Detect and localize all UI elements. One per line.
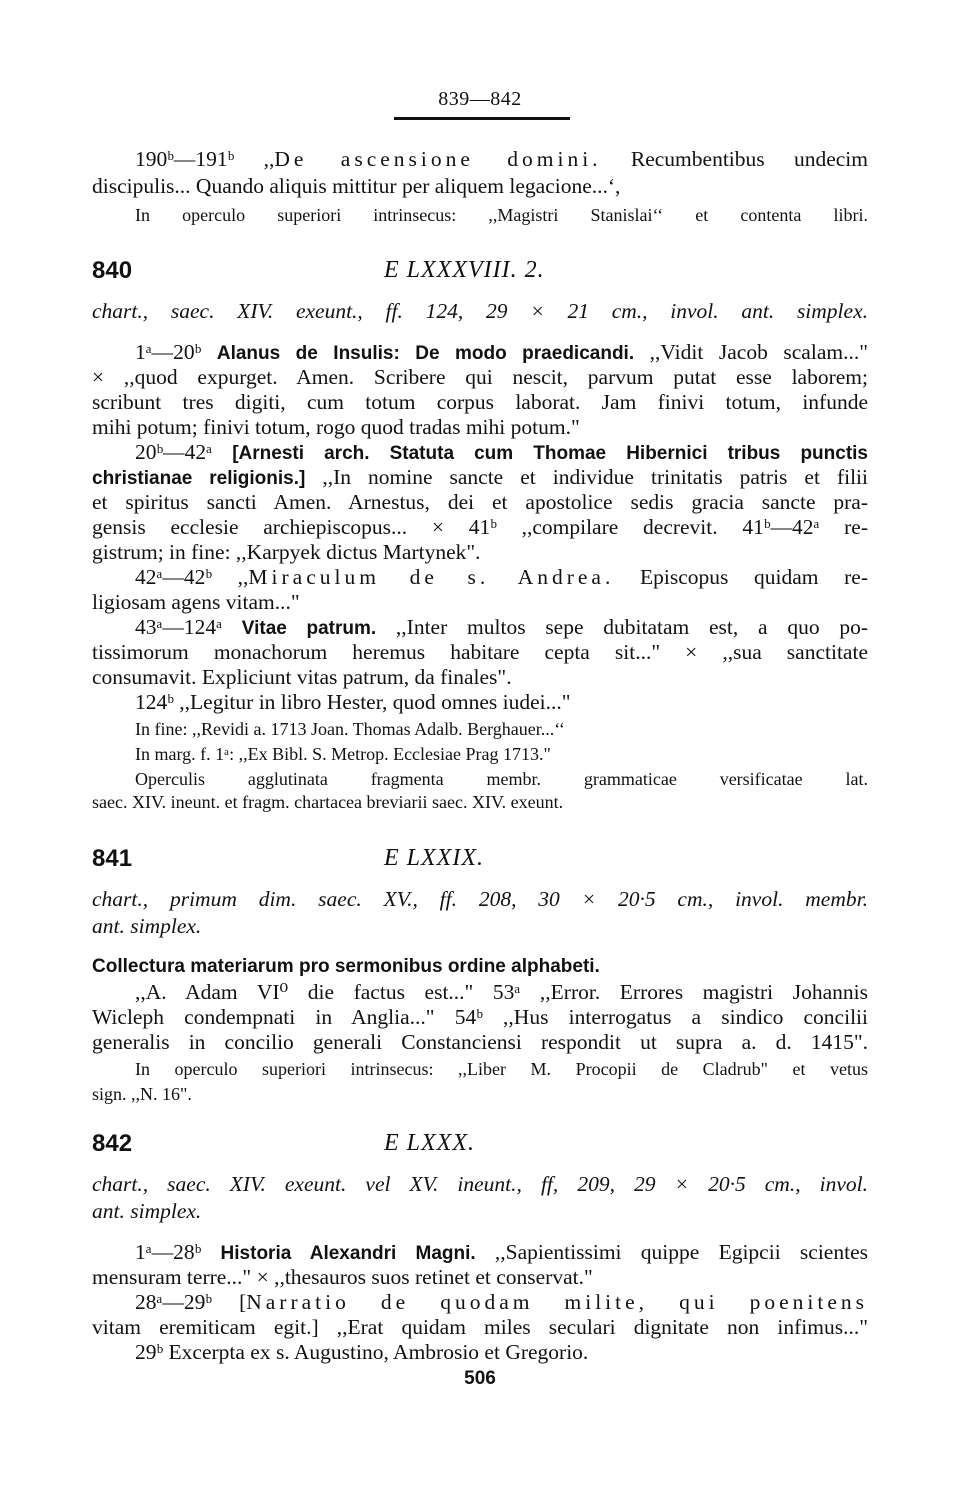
note-line: In operculo superiori intrinsecus: ,,Magistri Stanislai‘‘ et contenta libri. [135,205,868,225]
text-line: consumavit. Expliciunt vitas patrum, da finales". [92,665,512,689]
header-rule [394,117,570,120]
note-line: sign. ,,N. 16". [92,1084,192,1104]
physical-description: chart., saec. XIV. exeunt., ff. 124, 29 × 21 cm., invol. ant. simplex. [92,299,868,323]
text-line: 124ᵇ ,,Legitur in libro Hester, quod omnes iudei..." [135,690,571,714]
work-title: Historia Alexandri Magni. [220,1243,476,1264]
text-line: vitam eremiticam egit.] ,,Erat quidam miles seculari dignitate non infimus..." [92,1315,868,1339]
note-line: In operculo superiori intrinsecus: ,,Liber M. Procopii de Cladrub" et vetus [135,1059,868,1079]
physical-description: ant. simplex. [92,1199,202,1223]
text-line: ,,A. Adam VI⁰ die factus est..." 53ᵃ ,,Error. Errores magistri Johannis [135,980,868,1004]
text-line [92,564,868,590]
text-line [92,146,868,172]
text-line: gensis ecclesie archiepiscopus... × 41ᵇ ,,compilare decrevit. 41ᵇ—42ᵃ re- [92,515,868,539]
entry-number: 842 [92,1130,133,1157]
text-line: et spiritus sancti Amen. Arnestus, dei et apostolice sedis gracia sancte pra- [92,490,868,514]
folio-ref: 190ᵇ—191ᵇ ,, [135,147,275,171]
text-line [92,464,868,492]
shelf-signature: E LXXX. [384,1130,475,1156]
spaced-title: Narratio de quodam milite, qui poenitens [246,1290,868,1314]
text-run: ,,Vidit Jacob scalam..." [634,340,868,364]
text-run: Recumbentibus undecim [601,147,868,171]
text-line [92,614,868,642]
text-line: scribunt tres digiti, cum totum corpus laborat. Jam finivi totum, infunde [92,390,868,414]
text-line: 29ᵇ Excerpta ex s. Augustino, Ambrosio et Gregorio. [135,1340,589,1364]
text-run: ,,Inter multos sepe dubitatam est, a quo po- [376,615,868,639]
running-header: 839—842 [438,88,522,110]
text-line [92,439,868,467]
physical-description: ant. simplex. [92,914,202,938]
text-run: Episcopus quidam re- [614,565,868,589]
text-run: ,,In nomine sancte et individue trinitatis patris et filii [305,465,869,489]
entry-number: 841 [92,845,133,872]
page-number: 506 [464,1368,496,1389]
physical-description: chart., saec. XIV. exeunt. vel XV. ineunt., ff, 209, 29 × 20·5 cm., invol. [92,1172,868,1196]
work-title: Alanus de Insulis: De modo praedicandi. [216,343,635,364]
spaced-title: De ascensione domini. [274,147,602,171]
text-line: mensuram terre..." × ,,thesauros suos retinet et conservat." [92,1265,593,1289]
work-title: Collectura materiarum pro sermonibus ordine alphabeti. [92,956,600,977]
text-line [92,339,868,367]
note-line: In marg. f. 1ᵃ: ,,Ex Bibl. S. Metrop. Ecclesiae Prag 1713." [135,744,551,764]
text-run: ,,Sapientissimi quippe Egipcii scientes [475,1240,868,1264]
spaced-title: Miraculum de s. Andrea. [248,565,615,589]
work-title: [Arnesti arch. Statuta cum Thomae Hibernici tribus punctis [232,443,869,464]
folio-ref: 1ᵃ—28ᵇ [135,1240,221,1264]
work-title: Vitae patrum. [241,618,377,639]
physical-description: chart., primum dim. saec. XV., ff. 208, 30 × 20·5 cm., invol. membr. [92,887,868,911]
text-line: tissimorum monachorum heremus habitare cepta sit..." × ,,sua sanctitate [92,640,868,664]
text-line: Wicleph condempnati in Anglia..." 54ᵇ ,,Hus interrogatus a sindico concilii [92,1005,868,1029]
folio-ref: 43ᵃ—124ᵃ [135,615,242,639]
note-line: In fine: ,,Revidi a. 1713 Joan. Thomas Adalb. Berghauer...‘‘ [135,719,565,739]
text-line: mihi potum; finivi totum, rogo quod tradas mihi potum." [92,415,580,439]
folio-ref: 1ᵃ—20ᵇ [135,340,217,364]
text-line: × ,,quod expurget. Amen. Scribere qui nescit, parvum putat esse laborem; [92,365,868,389]
folio-ref: 20ᵇ—42ᵃ [135,440,233,464]
text-line [92,1289,868,1315]
entry-number: 840 [92,257,133,284]
shelf-signature: E LXXXVIII. 2. [384,257,545,283]
text-line: generalis in concilio generali Constanciensi respondit ut supra a. d. 1415". [92,1030,868,1054]
text-line: gistrum; in fine: ,,Karpyek dictus Martynek". [92,540,481,564]
folio-ref: 42ᵃ—42ᵇ ,, [135,565,249,589]
text-line: discipulis... Quando aliquis mittitur per aliquem legacione...‘, [92,174,621,198]
text-line: ligiosam agens vitam..." [92,590,300,614]
folio-ref: 28ᵃ—29ᵇ [ [135,1290,247,1314]
text-line [92,1239,868,1267]
note-line: saec. XIV. ineunt. et fragm. chartacea breviarii saec. XIV. exeunt. [92,792,564,812]
note-line: Operculis agglutinata fragmenta membr. grammaticae versificatae lat. [135,769,868,789]
work-title: christianae religionis.] [92,468,306,489]
shelf-signature: E LXXIX. [384,845,484,871]
